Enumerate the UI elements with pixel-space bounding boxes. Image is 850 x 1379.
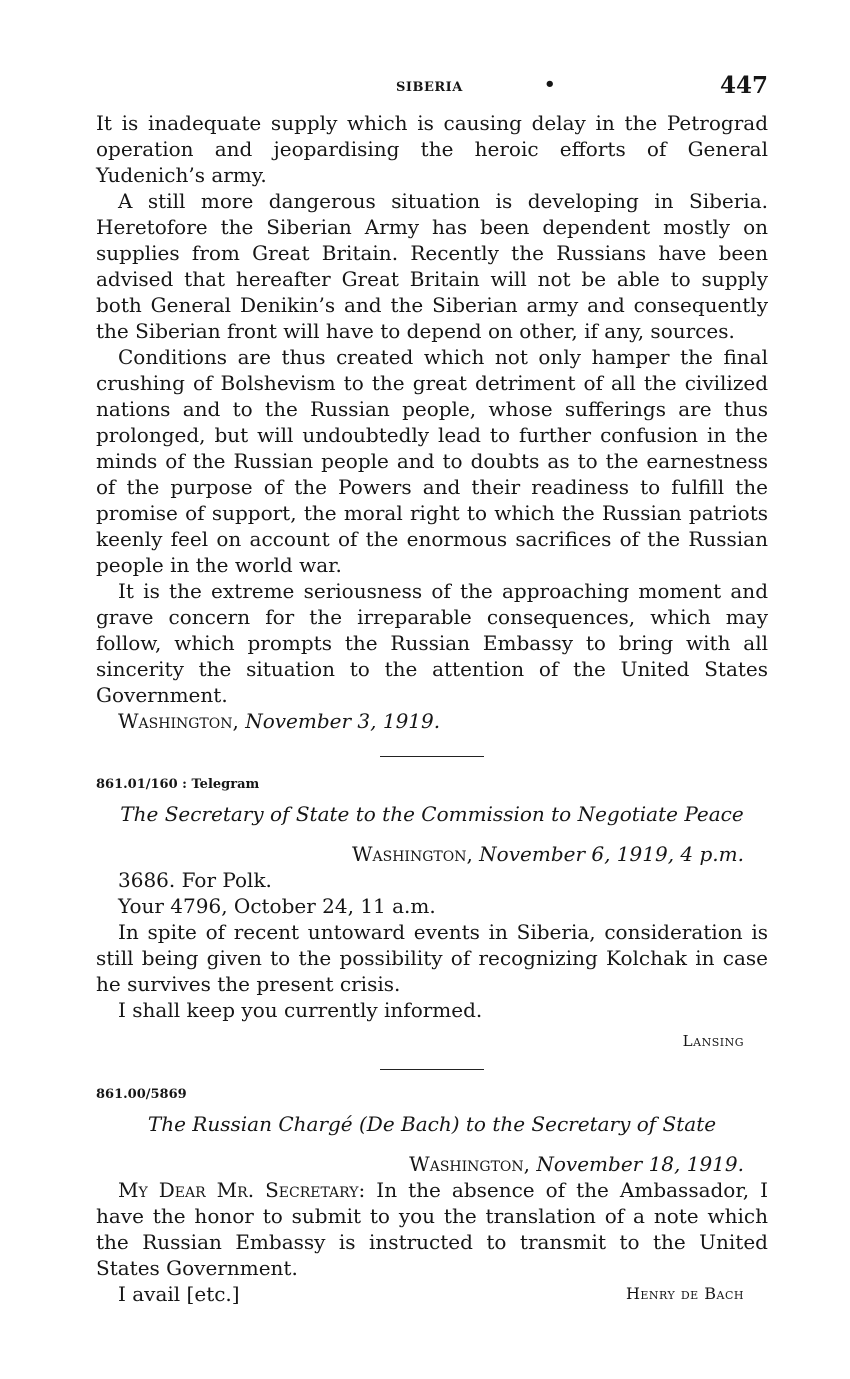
telegram-line-1: 3686. For Polk.	[118, 868, 272, 892]
place-date-line: Washington, November 3, 1919.	[118, 709, 441, 733]
document-date: November 3, 1919.	[245, 709, 441, 733]
document-reference: 861.00/5869	[96, 1087, 187, 1102]
paragraph-2: A still more dangerous situation is developing in Siberia. Heretofore the Siberian Army has been dependent mostly on supplies from Great Britain. Recently the Russians have been advised that hereafter Great Britain will not be able to supply both General Denikin’s and the Siberian army and consequently the Siberian front will have to depend on other, if any, sources.	[96, 189, 768, 343]
letter-paragraph	[96, 1177, 768, 1281]
running-title: SIBERIA	[396, 80, 463, 95]
paragraph-3: Conditions are thus created which not only hamper the final crushing of Bolshevism to the great detriment of all the civilized nations and to the Russian people, whose sufferings are thus prolonged, but will undoubtedly lead to further confusion in the minds of the Russian people and to doubts as to the earnestness of the purpose of the Powers and their readiness to fulfill the promise of support, the moral right to which the Russian patriots keenly feel on account of the enormous sacrifices of the Russian people in the world war.	[96, 345, 768, 577]
header-dot: •	[544, 74, 556, 95]
document-heading: The Secretary of State to the Commission to Negotiate Peace	[120, 802, 744, 826]
dateline: Washington, November 6, 1919, 4 p.m.	[351, 842, 744, 866]
dateline-date: November 6, 1919, 4 p.m.	[479, 842, 744, 866]
dateline: Washington, November 18, 1919.	[409, 1152, 744, 1176]
closing-phrase: I avail [etc.]	[118, 1282, 240, 1306]
letter-body: In the absence of the Ambassador, I have the honor to submit to you the translation of a note which the Russian Embassy is instructed to transmit to the United States Government.	[96, 1178, 768, 1280]
document-page	[96, 70, 768, 1307]
paragraph-1: It is inadequate supply which is causing delay in the Petrograd operation and jeopardising the heroic efforts of General Yudenich’s army.	[96, 111, 768, 187]
salutation: My Dear Mr. Secretary:	[118, 1178, 366, 1202]
dateline-place: Washington	[351, 842, 467, 866]
dateline-place: Washington	[409, 1152, 524, 1176]
signature: Henry de Bach	[625, 1284, 744, 1303]
section-divider	[380, 756, 484, 757]
paragraph-4: It is the extreme seriousness of the approaching moment and grave concern for the irreparable consequences, which may follow, which prompts the Russian Embassy to bring with all sincerity the situation to the attention of the United States Government.	[96, 579, 768, 707]
dateline-date: November 18, 1919.	[536, 1152, 744, 1176]
telegram-line-2: Your 4796, October 24, 11 a.m.	[118, 894, 436, 918]
running-header	[96, 70, 768, 110]
closing-row	[96, 1281, 768, 1307]
place-name: Washington	[118, 709, 233, 733]
page-number: 447	[719, 72, 768, 99]
telegram-line-3: I shall keep you currently informed.	[118, 998, 483, 1022]
document-reference: 861.01/160 : Telegram	[96, 777, 260, 792]
section-divider	[380, 1069, 484, 1070]
telegram-paragraph: In spite of recent untoward events in Siberia, consideration is still being given to the possibility of recognizing Kolchak in case he survives the present crisis.	[96, 920, 768, 996]
document-heading: The Russian Chargé (De Bach) to the Secretary of State	[147, 1112, 717, 1136]
signature: Lansing	[682, 1032, 744, 1050]
document-body	[96, 110, 768, 1307]
